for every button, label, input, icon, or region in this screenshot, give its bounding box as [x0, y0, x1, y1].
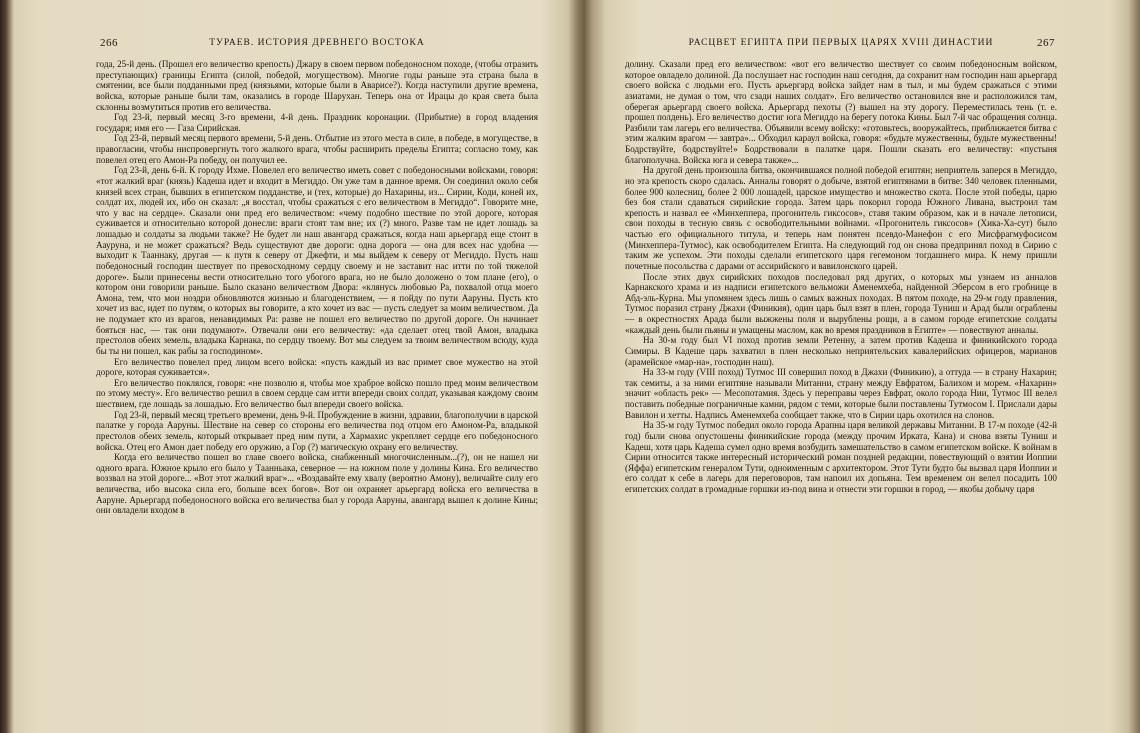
running-head-title: РАСЦВЕТ ЕГИПТА ПРИ ПЕРВЫХ ЦАРЯХ XVIII ДИНАСТИИ	[688, 38, 994, 48]
right-page-text	[625, 59, 1057, 709]
paragraph: Год 23-й, день 6-й. К городу Ихме. Повелел его величество иметь совет с победоносными войсками, говоря: «тот жалкий враг (князь) Кадеша идет и входит в Мегиддо. Он уже там в данное время. Он соединил около себя князей всех стран, бывших в египетском подданстве, и (тех, которые) до Нахарины, из... Сирии, Коди, коней их, солдат их, людей их, ибо он сказал: „я восстал, чтобы сражаться с его величеством в Мегиддо“. Говорите мне, что у вас на сердце». Сказали они пред его величеством: «чему подобно шествие по этой дороге, которая суживается и относительно которой донесли: враги стоят там вне; их (?) много. Разве там не идет лошадь за лошадью и солдаты за людьми также? Не будет ли наш авангард сражаться, когда наш арьергард еще стоит в Аауруна, и не может сражаться? Ведь существуют две дороги: одна дорога — она для всех нас удобна — выходит к Тааннаку, другая — к путя к северу от Джефти, и мы выйдем к северу от Мегиддо. Пусть наш победоносный господин шествует по превосходному сердцу своему и не заставит нас итти по той тяжелой дороге». Были принесены вести относительно того убогого врага, но не было доложено о том плане (его), о котором они говорили раньше. Было сказано величеством Двора: «клянусь любовью Ра, похвалой отца моего Амона, тем, что мои ноздри обновляются жизнью и благоденствием, — я пойду по пути Ааруны. Пусть кто хочет из вас, идет по путям, о которых вы говорите, а кто хочет из вас — пусть следует за моим величеством. Да не подумает кто из врагов, ненавидимых Ра: разве не пошел его величество по другой дороге. Он начинает бояться нас, — так они подумают». Отвечали они его величеству: «да сделает отец твой Амон, владыка престолов обеих земель, владыка Карнака, по сердцу твоему. Вот мы следуем за твоим величеством всюду, куда бы ты ни пошел, как рабы за господином».	[96, 165, 538, 356]
paragraph: На 30-м году был VI поход против земли Ретенну, а затем против Кадеша и финикийского города Симиры. В Кадеше царь захватил в плен несколько неприятельских кавалерийских офицеров, марианов (арамейское «мар-на», господин наш).	[625, 335, 1057, 367]
paragraph: Его величество поклялся, говоря: «не позволю я, чтобы мое храброе войско пошло пред моим величеством по этому месту». Его величество решил в своем сердце сам итти впереди своих солдат, указывая каждому своим шествием, где лошадь за лошадью. Его величество был впереди своего войска.	[96, 377, 538, 409]
left-page	[96, 0, 538, 733]
paragraph: года, 25-й день. (Прошел его величество крепость) Джару в своем первом победоносном походе, (чтобы отразить преступающих) границы Египта (силой, победой, могуществом). Многие годы раньше эта страна была в смятении, все были подданными пред (князьями, которые были в Аварисе?). Когда наступили другие времена, войска, которые раньше были там, оказались в городе Шарухан. Теперь она от Ирацы до края света была склонны возмутиться против его величества.	[96, 59, 538, 112]
paragraph: На другой день произошла битва, окончившаяся полной победой египтян; неприятель заперся в Мегиддо, но эта крепость скоро сдалась. Анналы говорят о добыче, взятой египтянами в битве: 340 человек пленными, более 900 колесниц, более 2 000 лошадей, царское имущество и множество скота. После этой победы, царю без боя стали сдаваться сирийские города. Затем царь покорил города Южного Ливана, выстроил там крепость и назвал ее «Минхеппера, прогонитель гиксосов», ставя таким образом, как и в начале летописи, свои походы в тесную связь с освободительными войнами. «Прогонитель гиксосов» (Хика-Ха-сут) было частью его официального титула, и теперь нам понятен псевдо-Манефон с его Мисфрагмуфосисом (Минхеппера-Тутмос), как освободителем Египта. На следующий год он снова предпринял поход в Сирию с таким же успехом. Эти походы сделали египетского царя гегемоном тогдашнего мира. К нему пришли почетные посольства с дарами от ассирийского и вавилонского царей.	[625, 165, 1057, 271]
paragraph: Год 23-й, первый месяц первого времени, 5-й день. Отбытие из этого места в силе, в победе, в могуществе, в правогласии, чтобы ниспровергнуть того жалкого врага, чтобы расширить пределы Египта; согласно тому, как повелел отец его Амон-Ра победу, он получил ее.	[96, 133, 538, 165]
left-running-header	[96, 37, 538, 53]
right-page	[625, 0, 1057, 733]
paragraph: На 33-м году (VIII поход) Тутмос III совершил поход в Джахи (Финикию), а оттуда — в страну Нахарин; так семиты, а за ними египтяне называли Митанни, страну между Евфратом, Балихом и морем. «Нахарин» значит «область рек» — Месопотамия. Здесь у переправы через Евфрат, около города Нии, Тутмос III велел поставить победные пограничные камни, рядом с теми, которые были поставлены Тутмосом I. Прислали дары Вавилон и хетты. Надпись Аменемхеба сообщает также, что в Сирии царь охотился на слонов.	[625, 367, 1057, 420]
paragraph: После этих двух сирийских походов последовал ряд других, о которых мы узнаем из анналов Карнакского храма и из надписи египетского вельможи Аменемхеба, найденной Эберсом в его гробнице в Абд-эль-Курна. Мы упомянем здесь лишь о самых важных походах. В пятом походе, на 29-м году правления, Тутмос поразил страну Джахи (Финикия), один царь был взят в плен, города Туниш и Арад были ограблены — в окрестностях Арада были выжжены поля и вырублены рощи, а в самом городе египетские солдаты «каждый день были пьяны и умащены маслом, как во время праздников в Египте» — повествуют анналы.	[625, 271, 1057, 335]
left-page-text	[96, 59, 538, 709]
paragraph: Когда его величество пошел во главе своего войска, снабженный многочисленным...(?), он не нашел ни одного врага. Южное крыло его было у Таанньака, северное — на южном поле у долины Кина. Его величество воззвал на этой дороге... «Вот этот жалкий враг»... «Воздавайте ему хвалу (вероятно Амону), величайте силу его величества, ибо высока сила его, больше всех богов». Вот он охраняет арьергард войска его величества в Ааруне. Арьергард победоносного войска его величества был у города Ааруны, авангард вышел к долине Кины; они овладели входом в	[96, 452, 538, 516]
paragraph: Его величество повелел пред лицом всего войска: «пусть каждый из вас примет свое мужество на этой дороге, которая суживается».	[96, 356, 538, 378]
paragraph: Год 23-й, первый месяц третьего времени, день 9-й. Пробуждение в жизни, здравии, благополучии в царской палатке у города Ааруны. Шествие на север со стороны его величества под отцом его Амоном-Ра, владыкой престолов обеих земель, который открывает пред ним пути, а Хармахис укрепляет сердце его победоносного войска. Отец его Амон дает победу его оружию, а Гор (?) магическую охрану его величеству.	[96, 409, 538, 452]
right-running-header	[625, 37, 1057, 53]
paragraph: Год 23-й, первый месяц 3-го времени, 4-й день. Праздник коронации. (Прибытие) в город владения государя; имя его — Газа Сирийская.	[96, 112, 538, 133]
paragraph: На 35-м году Тутмос победил около города Арапны царя великой державы Митанни. В 17-м походе (42-й год) были снова опустошены финикийские города (между прочим Ирката, Кана) и снова взяты Туниш и Кадеш, хотя царь Кадеша сумел одно время возбудить замешательство в самом египетском войске. К войнам в Сирии относится также интересный исторический роман поздней редакции, повествующий о взятии Иоппии (Яффа) египетским генералом Тути, одноименным с архитектором. Этот Тути будто бы вызвал царя Иоппии и его солдат к себе в лагерь для переговоров, там напоил их допьяна. Тем временем он велел посадить 100 египетских солдат в громадные горшки из-под вина и отнести эти горшки в город, — якобы добычу царя	[625, 420, 1057, 494]
page-number: 266	[100, 37, 118, 49]
running-head-title: ТУРАЕВ. ИСТОРИЯ ДРЕВНЕГО ВОСТОКА	[209, 38, 425, 48]
paragraph: долину. Сказали пред его величеством: «вот его величество шествует со своим победоносным войском, которое овладело долиной. Да послушает нас господин наш сегодня, да сохранит нам господин наш арьергард своего войска с людьми его. Пусть арьергард войска зайдет нам в тыл, и мы будем сражаться с этими азиатами, не думая о том, что сзади наших солдат». Его величество остановился вне и расположился там, оберегая арьергард своего войска. Арьергард пехоты (?) вышел на эту дорогу. Переместилась тень (т. е. прошел полдень). Его величество достиг юга Мегиддо на берегу потока Кины. Был 7-й час обращения солнца. Разбили там лагерь его величества. Объявили всему войску: «готовьтесь, вооружайтесь, приближается битва с этим жалким врагом — завтра»... Обходил караул войска, говоря: «будьте мужественны, будьте мужественны! Бодрствуйте, бодрствуйте!» Бодрствовали в палатке царя. Пошли сказать его величеству: «пустыня благополучна. Войска юга и севера также»...	[625, 59, 1057, 165]
page-number: 267	[1037, 37, 1055, 49]
